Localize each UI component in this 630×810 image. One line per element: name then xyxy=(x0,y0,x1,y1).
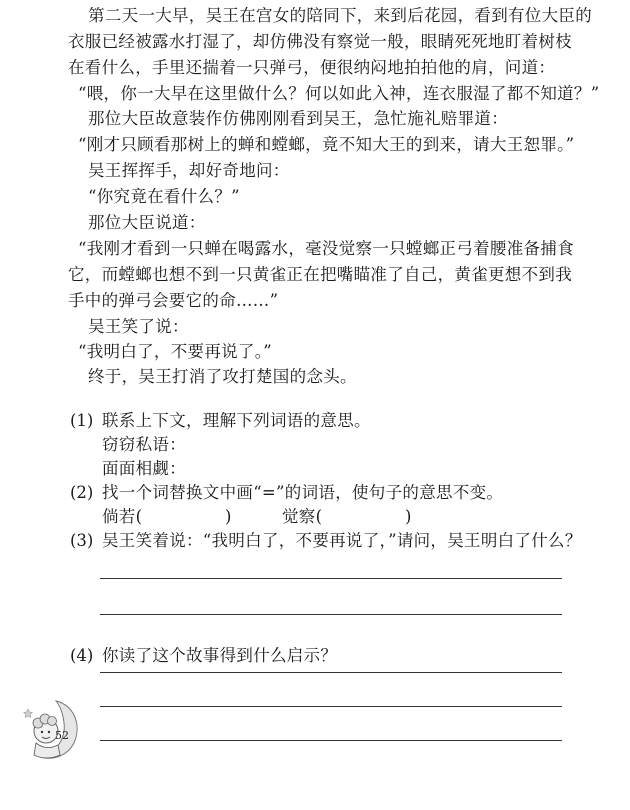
passage-line-15: 终于，吴王打消了攻打楚国的念头。 xyxy=(88,367,357,386)
question-1-term-2: 面面相觑： xyxy=(102,459,186,478)
question-3-answer-line-1[interactable] xyxy=(100,578,562,579)
passage-line-13: 吴王笑了说： xyxy=(88,317,189,336)
page-number: 52 xyxy=(55,729,69,742)
question-4-text: 你读了这个故事得到什么启示？ xyxy=(102,646,338,665)
question-2-word-2: 觉察( xyxy=(282,507,323,526)
question-2-word-2-close: ) xyxy=(405,507,412,526)
question-2-word-1: 倘若( xyxy=(102,507,143,526)
question-1-term-1: 窃窃私语： xyxy=(102,435,186,454)
passage-line-7: 吴王挥挥手，却好奇地问： xyxy=(88,161,290,180)
passage-line-2: 衣服已经被露水打湿了，却仿佛没有察觉一般，眼睛死死地盯着树枝 xyxy=(68,32,572,51)
passage-line-12: 手中的弹弓会要它的命……” xyxy=(68,291,279,310)
question-1-text: 联系上下文，理解下列词语的意思。 xyxy=(102,411,371,430)
passage-line-10: “我刚才看到一只蝉在喝露水，毫没觉察一只螳螂正弓着腰准备捕食 xyxy=(78,239,574,258)
question-4-answer-line-2[interactable] xyxy=(100,706,562,707)
passage-line-3: 在看什么，手里还揣着一只弹弓，便很纳闷地拍拍他的肩，问道： xyxy=(68,58,556,77)
moon-child-icon xyxy=(16,695,86,765)
question-3-text: 吴王笑着说：“我明白了，不要再说了，”请问，吴王明白了什么？ xyxy=(102,531,582,550)
question-2-number: (2) xyxy=(70,483,94,502)
question-4-number: (4) xyxy=(70,646,94,665)
question-4-answer-line-1[interactable] xyxy=(100,672,562,673)
question-2-text: 找一个词替换文中画“=”的词语，使句子的意思不变。 xyxy=(102,483,504,502)
passage-line-14: “我明白了，不要再说了。” xyxy=(78,342,273,361)
passage-line-4: “喂，你一大早在这里做什么？何以如此入神，连衣服湿了都不知道？” xyxy=(78,84,600,103)
passage-line-9: 那位大臣说道： xyxy=(88,213,206,232)
question-1-number: (1) xyxy=(70,411,94,430)
question-3-number: (3) xyxy=(70,531,94,550)
question-3-answer-line-2[interactable] xyxy=(100,614,562,615)
passage-line-6: “刚才只顾看那树上的蝉和螳螂，竟不知大王的到来，请大王恕罪。” xyxy=(78,135,575,154)
passage-line-11: 它，而螳螂也想不到一只黄雀正在把嘴瞄准了自己，黄雀更想不到我 xyxy=(68,265,572,284)
passage-line-1: 第二天一大早，吴王在宫女的陪同下，来到后花园，看到有位大臣的 xyxy=(88,6,592,25)
passage-line-8: “你究竟在看什么？” xyxy=(88,187,240,206)
question-2-word-1-close: ) xyxy=(225,507,232,526)
question-4-answer-line-3[interactable] xyxy=(100,740,562,741)
passage-line-5: 那位大臣故意装作仿佛刚刚看到吴王，急忙施礼赔罪道： xyxy=(88,109,508,128)
